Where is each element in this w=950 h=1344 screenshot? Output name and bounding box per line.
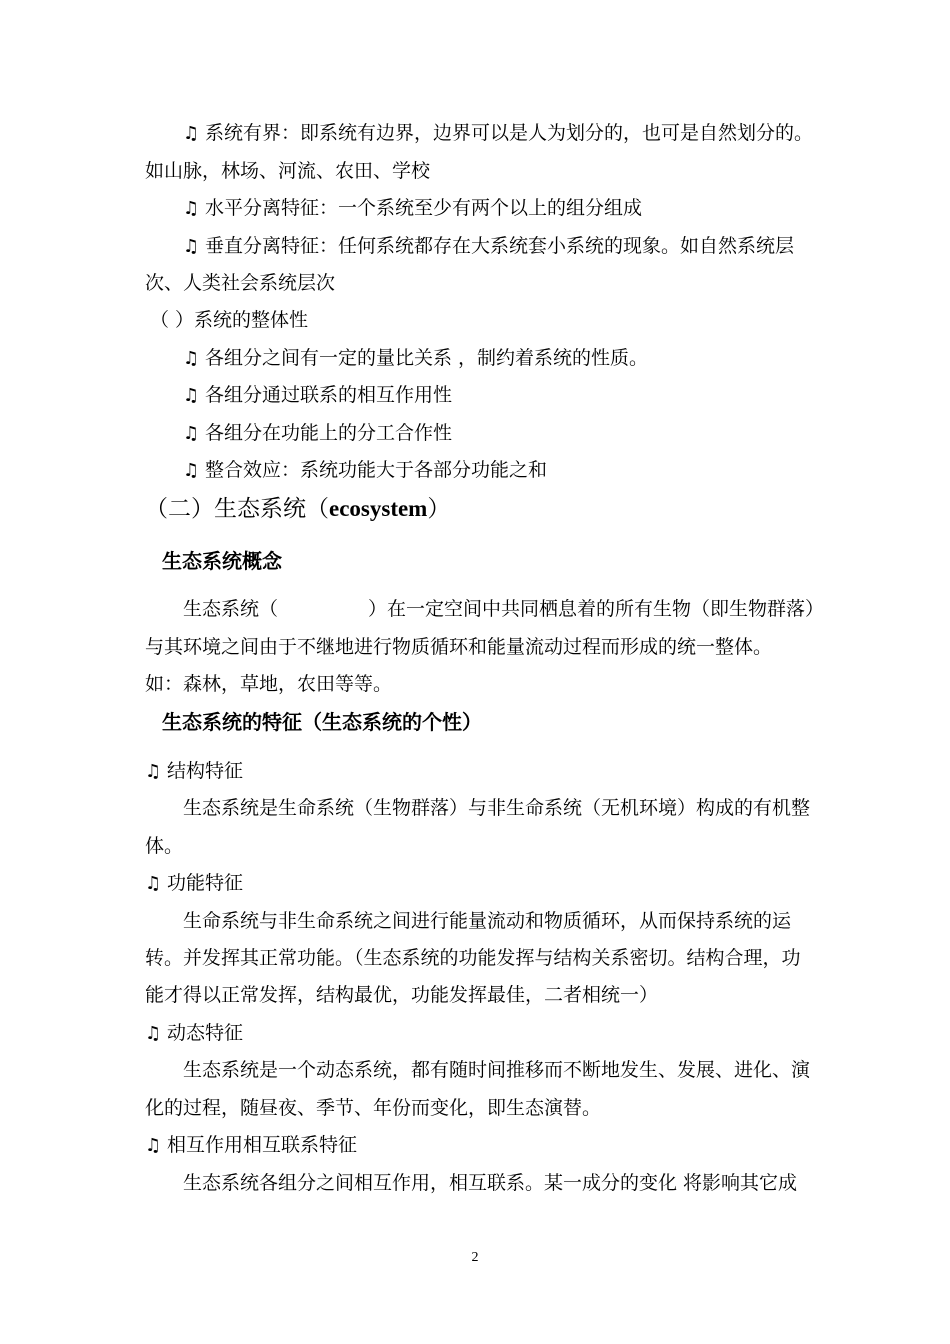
feature-title-text: 动态特征 [167,1022,244,1044]
music-note-icon: ♫ [183,123,200,144]
page-number: 2 [471,1250,479,1265]
text-line: 如山脉，林场、河流、农田、学校 [145,160,431,182]
bullet-text: 系统有界：即系统有边界，边界可以是人为划分的，也可是自然划分的。 [205,122,814,144]
feature-structure-line-2: 体。 [145,835,184,857]
music-note-icon: ♫ [145,761,162,782]
feature-function-line-1: 生命系统与非生命系统之间进行能量流动和物质循环，从而保持系统的运 [183,910,792,932]
section-heading-english: ecosystem [329,496,428,521]
music-note-icon: ♫ [183,348,200,369]
bullet-text: 整合效应：系统功能大于各部分功能之和 [205,459,548,481]
concept-line-2: 与其环境之间由于不继地进行物质循环和能量流动过程而形成的统一整体。 [145,636,773,658]
feature-structure-title [145,759,810,784]
music-note-icon: ♫ [183,236,200,257]
feature-interaction-title [145,1133,810,1158]
feature-title-text: 结构特征 [167,760,244,782]
bullet-ratio [183,346,848,371]
feature-interaction-line-1: 生态系统各组分之间相互作用，相互联系。某一成分的变化 将影响其它成 [183,1172,798,1194]
feature-title-text: 相互作用相互联系特征 [167,1134,358,1156]
feature-structure-line-1: 生态系统是生命系统（生物群落）与非生命系统（无机环境）构成的有机整 [183,797,811,819]
feature-dynamic-line-2: 化的过程，随昼夜、季节、年份而变化，即生态演替。 [145,1097,602,1119]
heading-ecosystem-concept: 生态系统概念 [162,549,282,573]
feature-title-text: 功能特征 [167,872,244,894]
text-line: 次、人类社会系统层次 [145,272,336,294]
concept-text-b: ）在一定空间中共同栖息着的所有生物（即生物群落） [368,598,825,620]
subsection-heading-integrity: （ ）系统的整体性 [150,309,309,331]
bullet-vertical-separation [183,234,848,259]
concept-line-3: 如：森林，草地，农田等等。 [145,673,393,695]
music-note-icon: ♫ [145,1023,162,1044]
concept-text-a: 生态系统（ [183,598,279,620]
music-note-icon: ♫ [183,385,200,406]
bullet-system-boundary [183,121,848,146]
section-heading-suffix: ） [427,496,451,522]
feature-function-line-3: 能才得以正常发挥，结构最优，功能发挥最佳，二者相统一） [145,984,659,1006]
bullet-cooperation [183,421,848,446]
bullet-text: 各组分之间有一定的量比关系 ，制约着系统的性质。 [205,347,649,369]
section-heading-prefix: （二）生态系统（ [145,496,329,522]
music-note-icon: ♫ [145,1135,162,1156]
bullet-text: 垂直分离特征：任何系统都存在大系统套小系统的现象。如自然系统层 [205,235,795,257]
bullet-text: 水平分离特征：一个系统至少有两个以上的组分组成 [205,197,643,219]
feature-dynamic-line-1: 生态系统是一个动态系统，都有随时间推移而不断地发生、发展、进化、演 [183,1059,811,1081]
bullet-integration [183,458,848,483]
concept-line-1 [183,597,848,621]
music-note-icon: ♫ [183,198,200,219]
music-note-icon: ♫ [183,423,200,444]
feature-function-line-2: 转。并发挥其正常功能。（生态系统的功能发挥与结构关系密切。结构合理，功 [145,947,801,969]
bullet-horizontal-separation [183,196,848,221]
feature-function-title [145,871,810,896]
music-note-icon: ♫ [183,460,200,481]
bullet-interaction [183,383,848,408]
bullet-text: 各组分在功能上的分工合作性 [205,422,453,444]
heading-ecosystem-features: 生态系统的特征（生态系统的个性） [162,710,482,734]
bullet-text: 各组分通过联系的相互作用性 [205,384,453,406]
music-note-icon: ♫ [145,873,162,894]
section-heading-ecosystem [145,494,450,524]
feature-dynamic-title [145,1021,810,1046]
